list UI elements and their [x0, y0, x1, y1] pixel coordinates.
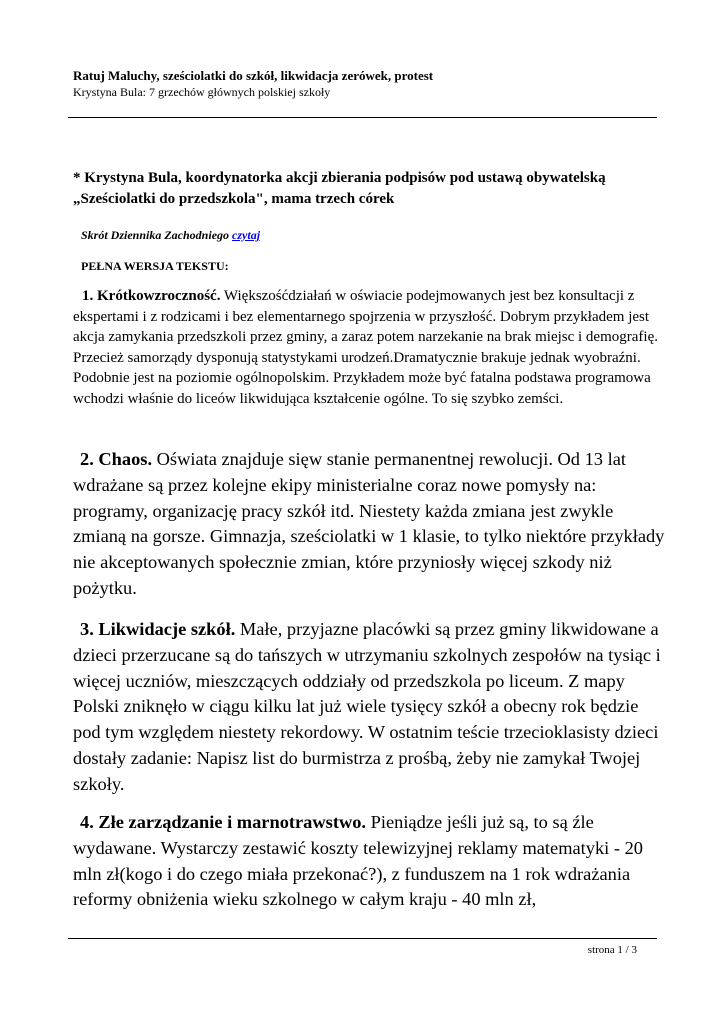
section-4-body: Pieniądze jeśli już są, to są źle wydawane. Wystarczy zestawić koszty telewizyjnej reklamy matematyki - 20 mln zł(kogo i do czego miała przekonać?), z funduszem na 1 rok wdrażania reformy obniżenia wieku szkolnego w całym kraju - 40 mln zł,: [73, 812, 643, 910]
section-2-body: Oświata znajduje sięw stanie permanentnej rewolucji. Od 13 lat wdrażane są przez kolejne ekipy ministerialne coraz nowe pomysły na: programy, organizację pracy szkół itd. Niestety każda zmiana jest zwykle zmianą na gorsze. Gimnazja, sześciolatki w 1 klasie, to tylko niektóre przykłady nie akceptowanych społecznie zmian, które przyniosły więcej szkody niż pożytku.: [73, 449, 665, 598]
section-1-paragraph: [73, 286, 658, 410]
section-3-body: Małe, przyjazne placówki są przez gminy likwidowane a dzieci przerzucane są do tańszych w utrzymaniu szkolnych zespołów na tysiąc i więcej uczniów, mieszczących oddziały od przedszkola po liceum. Z mapy Polski zniknęło w ciągu kilku lat już wiele tysięcy szkół a obecny rok będzie pod tym względem niestety rekordowy. W ostatnim teście trzecioklasisty dzieci dostały zadanie: Napisz list do burmistrza z prośbą, żeby nie zamykał Twojej szkoły.: [73, 619, 661, 794]
page-number: strona 1 / 3: [587, 944, 637, 956]
footer-divider: [68, 938, 657, 939]
section-2-paragraph: [73, 447, 665, 602]
read-link[interactable]: czytaj: [232, 228, 261, 242]
shortcut-note: [81, 227, 260, 243]
section-1-body: Większośćdziałań w oświacie podejmowanych jest bez konsultacji z ekspertami i z rodzicami i bez elementarnego spojrzenia w przyszłość. Dobrym przykładem jest akcja zamykania przedszkoli przez gminy, a zaraz potem narzekanie na brak miejsc i demografię. Przecież samorządy dysponują statystykami urodzeń.Dramatycznie brakuje jednak wyobraźni. Podobnie jest na poziomie ogólnopolskim. Przykładem może być fatalna podstawa programowa wchodzi właśnie do liceów likwidująca kształcenie ogólne. To się szybko zemści.: [73, 288, 658, 407]
header-subtitle: Krystyna Bula: 7 grzechów głównych polskiej szkoły: [73, 85, 331, 99]
section-2-heading: 2. Chaos.: [80, 449, 153, 469]
article-headline: [73, 168, 663, 210]
shortcut-text: Skrót Dziennika Zachodniego: [81, 228, 230, 242]
section-4-heading: 4. Złe zarządzanie i marnotrawstwo.: [80, 812, 367, 832]
headline-line-1: * Krystyna Bula, koordynatorka akcji zbierania podpisów pod ustawą obywatelską: [73, 170, 606, 186]
section-3-heading: 3. Likwidacje szkół.: [80, 619, 236, 639]
section-4-paragraph: [73, 810, 665, 913]
header-title: Ratuj Maluchy, sześciolatki do szkół, likwidacja zerówek, protest: [73, 68, 434, 83]
section-1-heading: 1. Krótkowzroczność.: [82, 288, 221, 304]
section-3-paragraph: [73, 617, 665, 798]
full-version-label: PEŁNA WERSJA TEKSTU:: [81, 259, 229, 273]
headline-line-2: „Sześciolatki do przedszkola", mama trzech córek: [73, 191, 395, 207]
header-divider: [68, 117, 657, 118]
